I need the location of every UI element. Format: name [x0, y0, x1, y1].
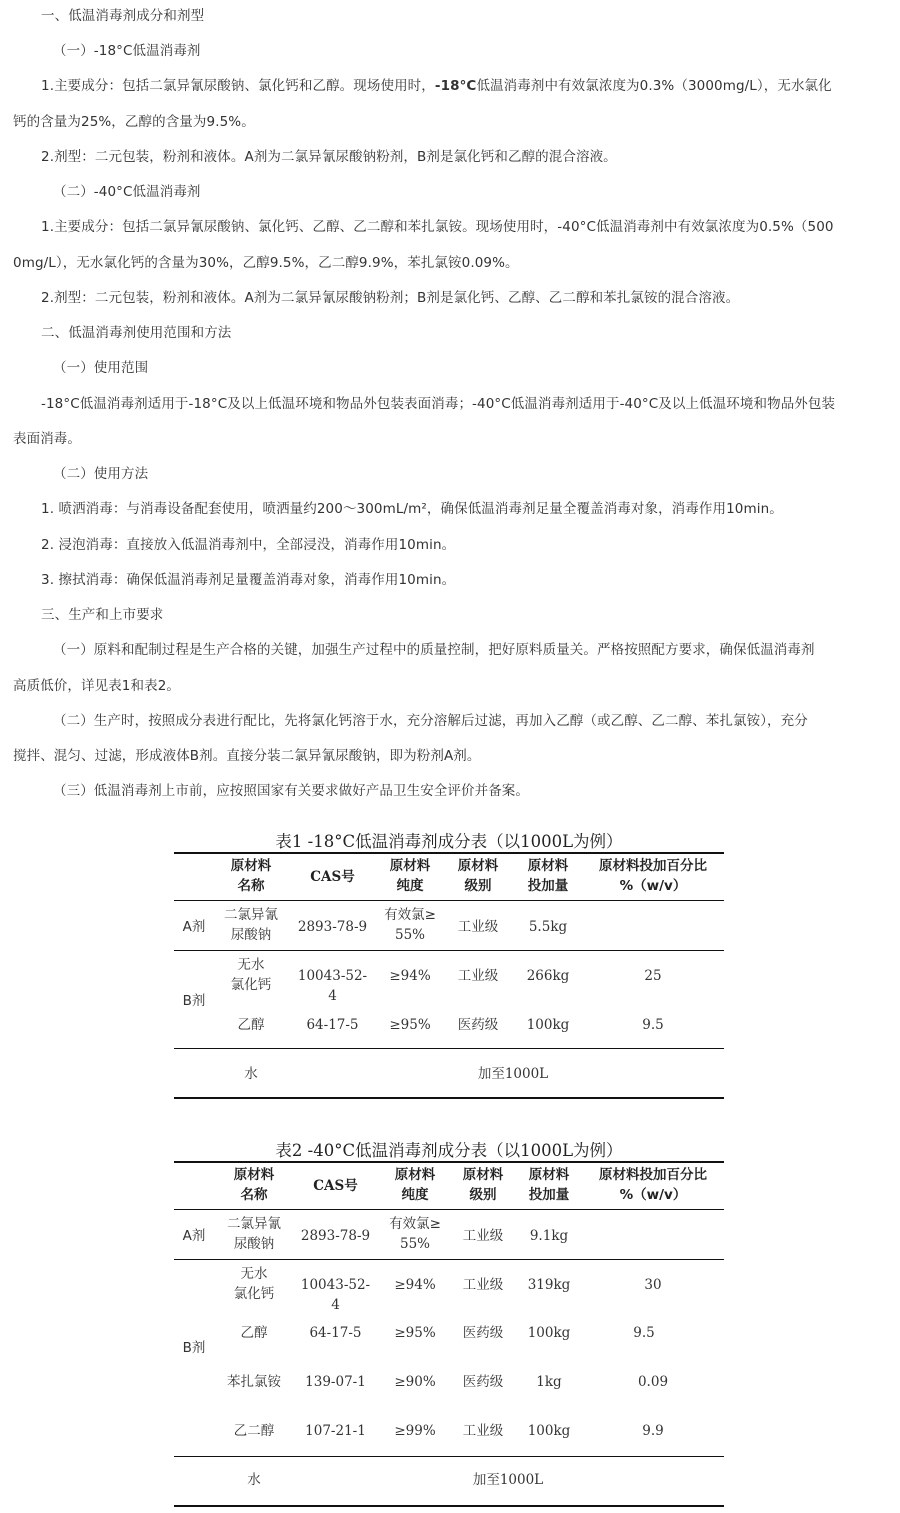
table2-group-a: A剂 — [182, 1228, 206, 1244]
table1-row-grade: 工业级 — [457, 919, 499, 935]
table2-row-grade: 工业级 — [462, 1228, 504, 1244]
table1-bottom-rule — [174, 1097, 724, 1099]
paragraph-line: 1. 喷洒消毒：与消毒设备配套使用，喷洒量约200～300mL/m²，确保低温消毒剂足量全覆盖消毒对象，消毒作用10min。 — [41, 501, 783, 517]
paragraph-line: （二）生产时，按照成分表进行配比，先将氯化钙溶于水，充分溶解后过滤，再加入乙醇（或乙醇、乙二醇、苯扎氯铵），充分 — [53, 713, 808, 729]
table2-group-b: B剂 — [182, 1340, 206, 1356]
table2-row-name: 乙醇 — [240, 1325, 268, 1341]
subheading-method: （二）使用方法 — [53, 466, 149, 482]
table2-header-name: 原材料 名称 — [233, 1167, 275, 1203]
table1-row-grade: 工业级 — [457, 968, 499, 984]
table1-row-cas: 2893-78-9 — [297, 919, 368, 935]
table1-group-a: A剂 — [182, 919, 206, 935]
table2-row-cas: 139-07-1 — [305, 1374, 366, 1390]
table1-row-name: 二氯异氰 尿酸钠 — [224, 907, 278, 943]
table2-row-purity: 有效氯≥ 55% — [389, 1216, 441, 1252]
table2-row-cas: 107-21-1 — [305, 1423, 366, 1439]
table1-header-purity: 原材料 纯度 — [389, 858, 431, 894]
table1-water-value: 加至1000L — [477, 1066, 549, 1082]
table1-top-rule — [174, 852, 724, 854]
table2-row-amount: 319kg — [527, 1277, 571, 1293]
table2-row-purity: ≥94% — [394, 1277, 436, 1293]
table2-header-grade: 原材料 级别 — [462, 1167, 504, 1203]
table1-row-rule — [174, 1048, 724, 1049]
paragraph-line: 表面消毒。 — [13, 431, 81, 447]
table2-header-rule — [174, 1209, 724, 1210]
table2-row-amount: 9.1kg — [529, 1228, 569, 1244]
heading-section-2: 二、低温消毒剂使用范围和方法 — [41, 325, 232, 341]
table2-row-percent: 9.5 — [633, 1325, 655, 1341]
paragraph-line: 搅拌、混匀、过滤，形成液体B剂。直接分装二氯异氰尿酸钠，即为粉剂A剂。 — [13, 748, 481, 764]
table2-row-name: 无水 氯化钙 — [233, 1266, 275, 1302]
table1-row-percent: 9.5 — [642, 1017, 664, 1033]
table2-row-purity: ≥95% — [394, 1325, 436, 1341]
paragraph-line: 2. 浸泡消毒：直接放入低温消毒剂中，全部浸没，消毒作用10min。 — [41, 537, 456, 553]
paragraph-line: （一）原料和配制过程是生产合格的关键，加强生产过程中的质量控制，把好原料质量关。严格按照配方要求，确保低温消毒剂 — [53, 642, 815, 658]
bold-temperature: -18°C — [434, 78, 477, 94]
table2-row-rule — [174, 1259, 724, 1260]
paragraph-line: 1.主要成分：包括二氯异氰尿酸钠、氯化钙、乙醇、乙二醇和苯扎氯铵。现场使用时，-40°C低温消毒剂中有效氯浓度为0.5%（500 — [41, 219, 834, 235]
table2-header-percent: 原材料投加百分比 %（w/v） — [599, 1167, 707, 1203]
table2-title: 表2 -40°C低温消毒剂成分表（以1000L为例） — [275, 1141, 623, 1160]
table1-row-cas: 64-17-5 — [306, 1017, 359, 1033]
table1-row-purity: 有效氯≥ 55% — [384, 907, 436, 943]
text-span: 1.主要成分：包括二氯异氰尿酸钠、氯化钙和乙醇。现场使用时， — [41, 78, 435, 94]
table2-row-name: 二氯异氰 尿酸钠 — [227, 1216, 281, 1252]
table1-header-percent: 原材料投加百分比 %（w/v） — [599, 858, 707, 894]
table2-row-purity: ≥99% — [394, 1423, 436, 1439]
table1-row-purity: ≥95% — [389, 1017, 431, 1033]
paragraph-line: 0mg/L），无水氯化钙的含量为30%，乙醇9.5%，乙二醇9.9%，苯扎氯铵0.09%。 — [13, 255, 519, 271]
table2-row-rule — [174, 1456, 724, 1457]
table1-header-rule — [174, 900, 724, 901]
table2-water-value: 加至1000L — [472, 1472, 544, 1488]
paragraph-line: 2.剂型：二元包装，粉剂和液体。A剂为二氯异氰尿酸钠粉剂，B剂是氯化钙和乙醇的混合溶液。 — [41, 149, 617, 165]
table1-row-name: 乙醇 — [237, 1017, 265, 1033]
table1-header-cas: CAS号 — [310, 869, 355, 885]
table1-water-label: 水 — [244, 1066, 258, 1082]
table2-row-amount: 100kg — [527, 1423, 571, 1439]
subheading-minus18: （一）-18°C低温消毒剂 — [53, 43, 201, 59]
table2-row-name: 苯扎氯铵 — [227, 1374, 281, 1390]
heading-section-1: 一、低温消毒剂成分和剂型 — [41, 8, 205, 24]
subheading-scope: （一）使用范围 — [53, 360, 149, 376]
table2-row-purity: ≥90% — [394, 1374, 436, 1390]
table2-header-amount: 原材料 投加量 — [528, 1167, 570, 1203]
paragraph-line: （三）低温消毒剂上市前，应按照国家有关要求做好产品卫生安全评价并备案。 — [53, 783, 529, 799]
table1-header-amount: 原材料 投加量 — [527, 858, 569, 894]
table2-water-label: 水 — [247, 1472, 261, 1488]
table1-row-cas: 10043-52-4 — [297, 968, 368, 1004]
table1-row-percent: 25 — [644, 968, 662, 984]
table1-row-rule — [174, 950, 724, 951]
table1-row-grade: 医药级 — [457, 1017, 499, 1033]
table2-row-amount: 1kg — [536, 1374, 562, 1390]
table1-row-purity: ≥94% — [389, 968, 431, 984]
table1-title: 表1 -18°C低温消毒剂成分表（以1000L为例） — [275, 832, 623, 851]
paragraph-line: 3. 擦拭消毒：确保低温消毒剂足量覆盖消毒对象，消毒作用10min。 — [41, 572, 456, 588]
table2-bottom-rule — [174, 1505, 724, 1507]
paragraph-line: 2.剂型：二元包装，粉剂和液体。A剂为二氯异氰尿酸钠粉剂；B剂是氯化钙、乙醇、乙二醇和苯扎氯铵的混合溶液。 — [41, 290, 740, 306]
table1-row-amount: 5.5kg — [528, 919, 568, 935]
table2-row-grade: 医药级 — [462, 1325, 504, 1341]
table2-row-amount: 100kg — [527, 1325, 571, 1341]
table1-header-name: 原材料 名称 — [230, 858, 272, 894]
table1-row-amount: 266kg — [526, 968, 570, 984]
table2-row-cas: 10043-52-4 — [300, 1277, 371, 1313]
table2-row-name: 乙二醇 — [233, 1423, 275, 1439]
table1-row-amount: 100kg — [526, 1017, 570, 1033]
table1-group-b: B剂 — [182, 993, 206, 1009]
table2-row-grade: 工业级 — [462, 1277, 504, 1293]
table2-row-grade: 医药级 — [462, 1374, 504, 1390]
table2-header-purity: 原材料 纯度 — [394, 1167, 436, 1203]
table2-row-cas: 2893-78-9 — [300, 1228, 371, 1244]
table2-header-cas: CAS号 — [313, 1178, 358, 1194]
table1-row-name: 无水 氯化钙 — [230, 957, 272, 993]
table2-row-percent: 0.09 — [637, 1374, 669, 1390]
table2-row-percent: 30 — [644, 1277, 662, 1293]
table2-row-grade: 工业级 — [462, 1423, 504, 1439]
table1-header-grade: 原材料 级别 — [457, 858, 499, 894]
heading-section-3: 三、生产和上市要求 — [41, 607, 164, 623]
paragraph-line: 钙的含量为25%，乙醇的含量为9.5%。 — [13, 114, 255, 130]
table2-top-rule — [174, 1161, 724, 1163]
paragraph-line: 高质低价，详见表1和表2。 — [13, 678, 180, 694]
paragraph-line: -18°C低温消毒剂适用于-18°C及以上低温环境和物品外包装表面消毒；-40°C低温消毒剂适用于-40°C及以上低温环境和物品外包装 — [41, 396, 836, 412]
text-span: 低温消毒剂中有效氯浓度为0.3%（3000mg/L），无水氯化 — [476, 78, 832, 94]
paragraph-line — [41, 76, 832, 96]
table2-row-percent: 9.9 — [642, 1423, 664, 1439]
table2-row-cas: 64-17-5 — [309, 1325, 362, 1341]
subheading-minus40: （二）-40°C低温消毒剂 — [53, 184, 201, 200]
